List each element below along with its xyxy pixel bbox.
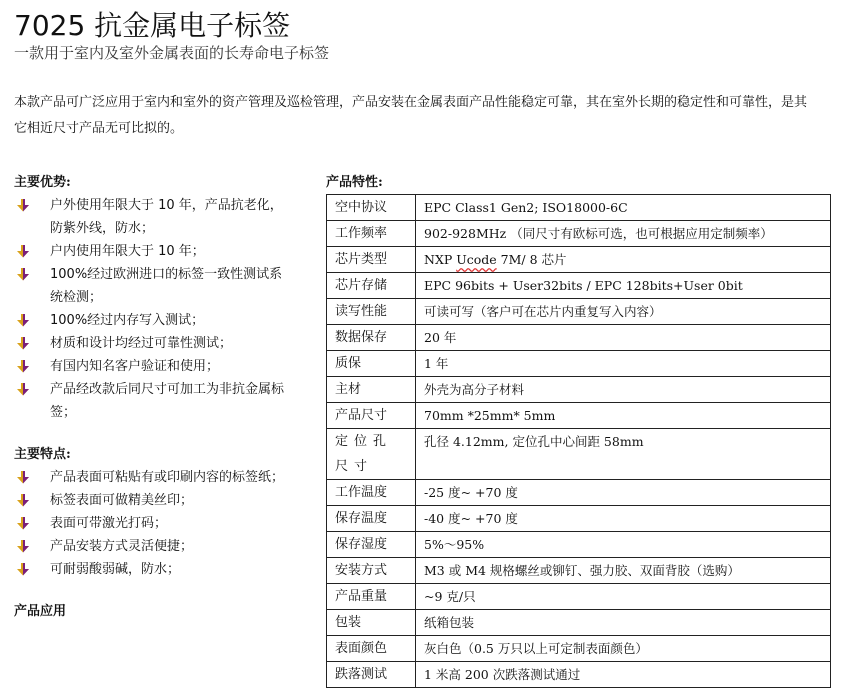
arrow-down-bullet-icon	[16, 268, 30, 281]
features-list	[14, 466, 284, 581]
spec-value: 5%～95%	[416, 532, 831, 558]
table-row	[327, 584, 831, 610]
spec-key: 数据保存	[327, 325, 416, 351]
spec-value: 70mm *25mm* 5mm	[416, 403, 831, 429]
list-item-text: 标签表面可做精美丝印；	[50, 493, 194, 508]
spec-key: 质保	[327, 351, 416, 377]
list-item	[14, 263, 284, 309]
list-item	[14, 558, 284, 581]
features-heading: 主要特点:	[14, 447, 71, 462]
table-row	[327, 558, 831, 584]
spec-key: 表面颜色	[327, 636, 416, 662]
spec-value: EPC 96bits + User32bits / EPC 128bits+User 0bit	[416, 273, 831, 299]
left-column	[14, 172, 284, 623]
spec-key: 安装方式	[327, 558, 416, 584]
arrow-down-bullet-icon	[16, 540, 30, 553]
arrow-down-bullet-icon	[16, 337, 30, 350]
spec-value: 孔径 4.12mm, 定位孔中心间距 58mm	[416, 429, 831, 480]
list-item	[14, 355, 284, 378]
arrow-down-bullet-icon	[16, 360, 30, 373]
spec-value: ~9 克/只	[416, 584, 831, 610]
spec-value: -25 度~ +70 度	[416, 480, 831, 506]
table-row	[327, 299, 831, 325]
spec-key: 空中协议	[327, 195, 416, 221]
list-item	[14, 489, 284, 512]
list-item-text: 产品经改款后同尺寸可加工为非抗金属标签；	[50, 382, 285, 420]
table-row	[327, 325, 831, 351]
table-row	[327, 429, 831, 480]
spec-value-part: NXP	[424, 252, 457, 267]
spec-value: 纸箱包装	[416, 610, 831, 636]
spec-value: EPC Class1 Gen2; ISO18000-6C	[416, 195, 831, 221]
list-item-text: 100%经过欧洲进口的标签一致性测试系统检测；	[50, 267, 283, 305]
arrow-down-bullet-icon	[16, 199, 30, 212]
advantages-heading: 主要优势:	[14, 175, 71, 190]
intro-paragraph: 本款产品可广泛应用于室内和室外的资产管理及巡检管理，产品安装在金属表面产品性能稳定可靠，其在室外长期的稳定性和可靠性，是其它相近尺寸产品无可比拟的。	[14, 95, 808, 136]
table-row	[327, 610, 831, 636]
spec-key: 定位孔尺寸	[327, 429, 416, 480]
list-item	[14, 332, 284, 355]
list-item-text: 户内使用年限大于 10 年；	[50, 244, 205, 259]
spec-value	[416, 247, 831, 273]
table-row	[327, 351, 831, 377]
spec-value: 灰白色（0.5 万只以上可定制表面颜色）	[416, 636, 831, 662]
table-row	[327, 662, 831, 688]
spelling-flag-text: Ucode	[456, 252, 497, 267]
advantages-list	[14, 194, 284, 424]
table-row	[327, 195, 831, 221]
list-item	[14, 466, 284, 489]
list-item-text: 表面可带激光打码；	[50, 516, 168, 531]
arrow-down-bullet-icon	[16, 494, 30, 507]
spec-value: 1 米高 200 次跌落测试通过	[416, 662, 831, 688]
list-item-text: 有国内知名客户验证和使用；	[50, 359, 220, 374]
spec-key: 产品尺寸	[327, 403, 416, 429]
arrow-down-bullet-icon	[16, 563, 30, 576]
arrow-down-bullet-icon	[16, 314, 30, 327]
spec-key: 跌落测试	[327, 662, 416, 688]
spec-key: 芯片存储	[327, 273, 416, 299]
arrow-down-bullet-icon	[16, 517, 30, 530]
spec-value: M3 或 M4 规格螺丝或铆钉、强力胶、双面背胶（选购）	[416, 558, 831, 584]
spec-value: 20 年	[416, 325, 831, 351]
list-item-text: 100%经过内存写入测试；	[50, 313, 205, 328]
table-row	[327, 247, 831, 273]
spec-key: 工作频率	[327, 221, 416, 247]
spec-key: 产品重量	[327, 584, 416, 610]
table-row	[327, 377, 831, 403]
right-column	[326, 172, 836, 688]
spec-key: 工作温度	[327, 480, 416, 506]
spec-key: 保存温度	[327, 506, 416, 532]
table-row	[327, 480, 831, 506]
list-item	[14, 512, 284, 535]
list-item-text: 产品表面可粘贴有或印刷内容的标签纸；	[50, 470, 285, 485]
list-item-text: 可耐弱酸弱碱，防水；	[50, 562, 181, 577]
arrow-down-bullet-icon	[16, 383, 30, 396]
list-item	[14, 535, 284, 558]
spec-value: 可读可写（客户可在芯片内重复写入内容）	[416, 299, 831, 325]
list-item-text: 材质和设计均经过可靠性测试；	[50, 336, 233, 351]
list-item	[14, 378, 284, 424]
spec-key: 保存湿度	[327, 532, 416, 558]
arrow-down-bullet-icon	[16, 245, 30, 258]
table-row	[327, 221, 831, 247]
spec-value-part: 7M/ 8 芯片	[496, 252, 567, 267]
spec-value: -40 度~ +70 度	[416, 506, 831, 532]
list-item	[14, 240, 284, 263]
list-item	[14, 194, 284, 240]
spec-key: 读写性能	[327, 299, 416, 325]
list-item-text: 产品安装方式灵活便捷；	[50, 539, 194, 554]
specs-heading: 产品特性:	[326, 175, 383, 190]
table-row	[327, 403, 831, 429]
spec-key: 芯片类型	[327, 247, 416, 273]
list-item-text: 户外使用年限大于 10 年，产品抗老化，防紫外线，防水；	[50, 198, 283, 236]
table-row	[327, 532, 831, 558]
arrow-down-bullet-icon	[16, 471, 30, 484]
page-title: 7025 抗金属电子标签	[14, 9, 291, 42]
spec-key: 包装	[327, 610, 416, 636]
spec-value: 外壳为高分子材料	[416, 377, 831, 403]
spec-value: 1 年	[416, 351, 831, 377]
table-row	[327, 636, 831, 662]
spec-value: 902-928MHz （同尺寸有欧标可选，也可根据应用定制频率）	[416, 221, 831, 247]
applications-heading: 产品应用	[14, 604, 67, 619]
table-row	[327, 506, 831, 532]
page-subtitle: 一款用于室内及室外金属表面的长寿命电子标签	[14, 44, 330, 62]
specs-table	[326, 194, 831, 688]
table-row	[327, 273, 831, 299]
spec-key: 主材	[327, 377, 416, 403]
list-item	[14, 309, 284, 332]
